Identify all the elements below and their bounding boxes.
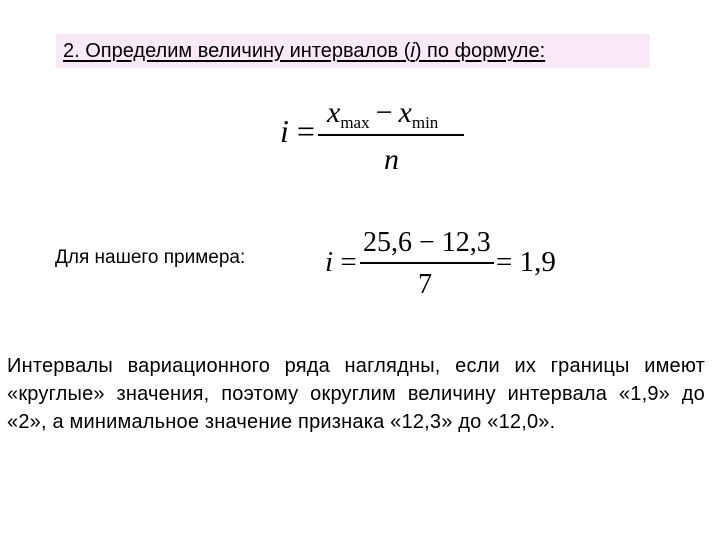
- fraction-bar: [318, 134, 464, 136]
- example-variable-i: i: [325, 246, 334, 278]
- formula-equals: =: [296, 113, 315, 149]
- heading-suffix: ) по формуле:: [414, 40, 546, 62]
- example-equals: =: [340, 246, 357, 278]
- example-fraction-bar: [360, 262, 494, 264]
- section-heading: [63, 39, 545, 63]
- example-denominator: 7: [418, 269, 432, 300]
- x-max-symbol: x: [327, 96, 341, 129]
- example-numerator: 25,6 − 12,3: [363, 227, 491, 258]
- max-subscript: max: [340, 113, 370, 132]
- formula-lhs: [280, 111, 315, 151]
- formula-denominator: n: [384, 143, 399, 176]
- heading-prefix: 2. Определим величину интервалов (: [63, 40, 411, 62]
- example-label: Для нашего примера:: [55, 247, 246, 268]
- heading-variable: i: [410, 40, 415, 62]
- formula-variable-i: i: [280, 113, 289, 149]
- minus-sign: −: [375, 96, 393, 129]
- min-subscript: min: [411, 113, 439, 132]
- example-lhs: [325, 244, 357, 280]
- x-min-symbol: x: [398, 96, 412, 129]
- example-result: = 1,9: [496, 246, 556, 278]
- explanation-paragraph: Интервалы вариационного ряда наглядны, если их границы имеют «круглые» значения, поэтому округлим величину интервала «1,9» до «2», а минимальное значение признака «12,3» до «12,0».: [7, 355, 705, 433]
